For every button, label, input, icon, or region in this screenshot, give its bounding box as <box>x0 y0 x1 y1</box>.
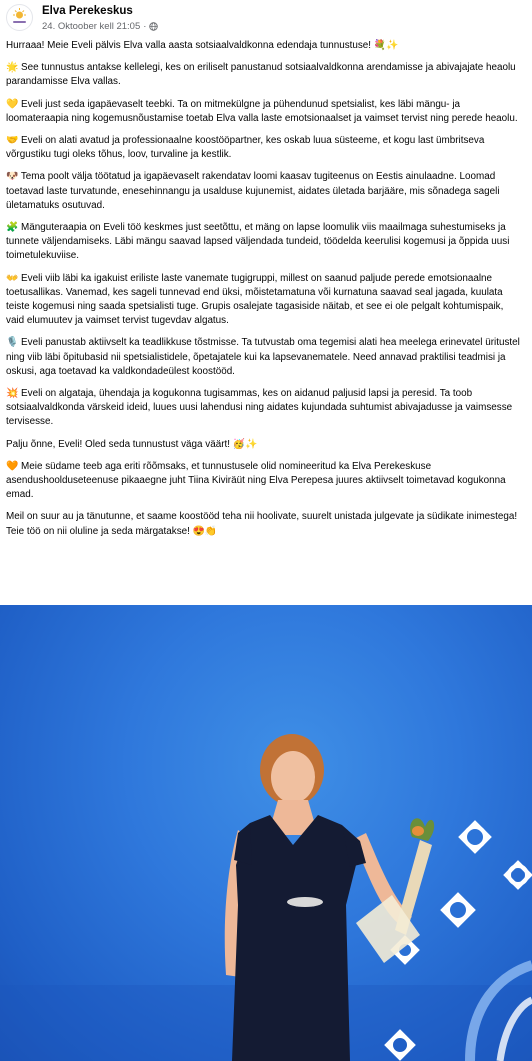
page-name-link[interactable]: Elva Perekeskus <box>42 5 133 17</box>
post-paragraph <box>6 510 522 538</box>
post-paragraph <box>6 438 522 452</box>
paragraph-text: Tema poolt välja töötatud ja igapäevaselt rakendatav loomi kaasav tugiteenus on Eestis ainulaadne. Loomad toetavad laste turvatunde, enesehinnangu ja usalduse kujunemist, aidates ületada barjääre, mis sõnadega sageli ületamatuks osutuvad. <box>6 171 500 211</box>
paragraph-text: Eveli on alati avatud ja professionaalne koostööpartner, kes oskab luua süsteeme, et kogu last ümbritseva võrgustiku tugi oleks tõhus, loov, turvaline ja kestlik. <box>6 135 485 161</box>
paragraph-emoji-icon: 🧡 <box>6 460 19 472</box>
post-paragraph <box>6 460 522 503</box>
page-avatar[interactable] <box>6 4 33 31</box>
post-paragraph <box>6 387 522 430</box>
post-meta <box>42 21 158 32</box>
globe-icon <box>149 22 158 31</box>
paragraph-text: Mänguteraapia on Eveli töö keskmes just seetõttu, et mäng on lapse loomulik viis maailmaga suhestumiseks ja tunnete väljendamiseks. Läbi mängu saavad lapsed väljendada tundeid, töödelda keerulisi kogemusi ja õppida uusi toimetulekuviise. <box>6 222 510 262</box>
post-paragraph <box>6 170 522 213</box>
post-paragraph <box>6 61 522 89</box>
paragraph-text: Meil on suur au ja tänutunne, et saame koostööd teha nii hoolivate, suurelt unistada julgevate ja südikate inimestega! Teie töö on nii oluline ja seda märgatakse! 😍👏 <box>6 511 518 537</box>
paragraph-text: Meie südame teeb aga eriti rõõmsaks, et tunnustusele olid nomineeritud ka Elva Perekeskuse asendushoolduseteenuse pikaaegne juht Tiina Kiviräüt ning Elva Perepesa juures aktiivselt toimetavad kogukonna emad. <box>6 460 506 501</box>
post-photo[interactable] <box>0 605 532 1061</box>
post-body <box>6 39 522 547</box>
sun-logo-icon <box>7 5 32 30</box>
post-header <box>0 0 532 38</box>
paragraph-text: Eveli just seda igapäevaselt teebki. Ta on mitmekülgne ja pühendunud spetsialist, kes läbi mängu- ja loomateraapia ning kogemusnõustamise toetab Elva valla laste emotsionaalset ja vaimset tervist ning perede heaolu. <box>6 98 518 124</box>
post-paragraph <box>6 98 522 126</box>
post-paragraph <box>6 134 522 162</box>
post-paragraph <box>6 336 522 379</box>
paragraph-text: See tunnustus antakse kellelegi, kes on eriliselt panustanud sotsiaalvaldkonna arendamisse ja abivajajate heaolu parandamisse Elva vallas. <box>6 62 516 88</box>
paragraph-emoji-icon: 🧩 <box>6 222 19 234</box>
paragraph-text: Eveli on algataja, ühendaja ja kogukonna tugisammas, kes on aidanud paljusid lapsi ja peresid. Ta toob sotsiaalvaldkonda värskeid ideid, luues uusi lahendusi ning aidates kujundada suhtumist abivajadusse ja vaimsesse tervisesse. <box>6 388 513 428</box>
photo-illustration <box>0 605 532 1061</box>
paragraph-text: Eveli panustab aktiivselt ka teadlikkuse tõstmisse. Ta tutvustab oma tegemisi alati hea meelega erinevatel üritustel ning viib läbi õpitubasid nii spetsialistidele, õpetajatele kui ka lapsevanematele. Need annavad praktilisi teadmisi ja oskusi, aga toetavad ka valdkondadeülest koostööd. <box>6 337 520 377</box>
post-timestamp[interactable]: 24. Oktoober kell 21:05 <box>42 21 141 32</box>
paragraph-text: Palju õnne, Eveli! Oled seda tunnustust väga väärt! 🥳✨ <box>6 438 258 450</box>
paragraph-emoji-icon: 🌟 <box>6 62 19 74</box>
paragraph-text: Hurraaa! Meie Eveli pälvis Elva valla aasta sotsiaalvaldkonna edendaja tunnustuse! 💐✨ <box>6 40 399 51</box>
post-paragraph <box>6 39 522 53</box>
paragraph-emoji-icon: 🤝 <box>6 135 19 147</box>
paragraph-emoji-icon: 🎙️ <box>6 337 19 349</box>
meta-separator: · <box>143 21 147 32</box>
paragraph-emoji-icon: 👐 <box>6 272 19 284</box>
paragraph-emoji-icon: 💥 <box>6 388 19 400</box>
post-paragraph <box>6 272 522 329</box>
post-paragraph <box>6 221 522 264</box>
paragraph-emoji-icon: 🐶 <box>6 171 19 183</box>
paragraph-text: Eveli viib läbi ka igakuist eriliste laste vanemate tugigruppi, millest on saanud paljude perede emotsionaalne toetusallikas. Vanemad, kes sageli tunnevad end üksi, mõistetamatuna või kurnatuna saavad seal jagada, kuulata teiste kogemusi ning saada spetsialisti tuge. Grupis osalejate tagasiside näitab, et see ei ole pelgalt kohtumispaik, vaid elumuutev ja vaimset tervist tugevdav algatus. <box>6 272 504 327</box>
paragraph-emoji-icon: 💛 <box>6 98 19 110</box>
